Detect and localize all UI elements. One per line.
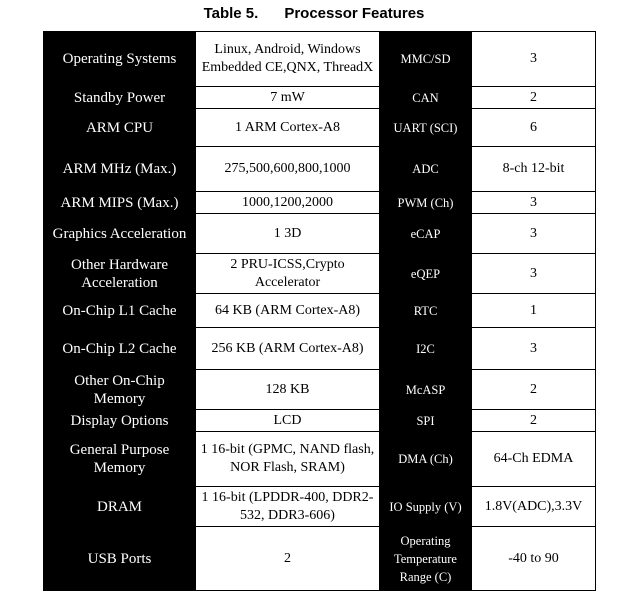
table-row [44,214,596,254]
peripheral-label: ADC [380,147,472,192]
peripheral-value: 6 [472,109,596,147]
table-number: Table 5. [203,5,259,22]
peripheral-label: eCAP [380,214,472,254]
feature-label: Display Options [44,410,196,432]
feature-value: 1 ARM Cortex-A8 [196,109,380,147]
feature-value: 1000,1200,2000 [196,192,380,214]
feature-label: DRAM [44,487,196,527]
feature-value: 256 KB (ARM Cortex-A8) [196,328,380,370]
table-row [44,254,596,294]
peripheral-value: 3 [472,192,596,214]
feature-label: USB Ports [44,527,196,591]
peripheral-value: 3 [472,32,596,87]
peripheral-label: McASP [380,370,472,410]
feature-label: ARM CPU [44,109,196,147]
table-row [44,487,596,527]
table-row [44,432,596,487]
feature-label: On-Chip L2 Cache [44,328,196,370]
feature-value: LCD [196,410,380,432]
peripheral-value: 2 [472,87,596,109]
peripheral-value: 1.8V(ADC),3.3V [472,487,596,527]
peripheral-label: RTC [380,294,472,328]
table-row [44,87,596,109]
table-row [44,294,596,328]
table-row [44,32,596,87]
peripheral-value: 3 [472,254,596,294]
table-row [44,328,596,370]
feature-label: Other On-Chip Memory [44,370,196,410]
feature-value: 128 KB [196,370,380,410]
feature-value: 1 3D [196,214,380,254]
peripheral-value: -40 to 90 [472,527,596,591]
peripheral-label: PWM (Ch) [380,192,472,214]
table-title: Processor Features [284,5,425,22]
feature-label: Standby Power [44,87,196,109]
peripheral-value: 3 [472,214,596,254]
feature-value: 64 KB (ARM Cortex-A8) [196,294,380,328]
peripheral-label: UART (SCI) [380,109,472,147]
peripheral-value: 8-ch 12-bit [472,147,596,192]
feature-value: Linux, Android, Windows Embedded CE,QNX, ThreadX [196,32,380,87]
peripheral-label: CAN [380,87,472,109]
feature-label: Other Hardware Acceleration [44,254,196,294]
table-row [44,527,596,591]
feature-label: Operating Systems [44,32,196,87]
table-row [44,410,596,432]
feature-value: 1 16-bit (LPDDR-400, DDR2-532, DDR3-606) [196,487,380,527]
feature-label: On-Chip L1 Cache [44,294,196,328]
table-row [44,109,596,147]
peripheral-value: 1 [472,294,596,328]
table-row [44,192,596,214]
peripheral-value: 3 [472,328,596,370]
feature-label: General Purpose Memory [44,432,196,487]
feature-label: ARM MHz (Max.) [44,147,196,192]
feature-value: 7 mW [196,87,380,109]
peripheral-label: MMC/SD [380,32,472,87]
peripheral-label: IO Supply (V) [380,487,472,527]
feature-label: ARM MIPS (Max.) [44,192,196,214]
table-row [44,370,596,410]
peripheral-label: I2C [380,328,472,370]
table-caption [0,5,628,22]
table-row [44,147,596,192]
feature-label: Graphics Acceleration [44,214,196,254]
peripheral-value: 2 [472,370,596,410]
feature-value: 2 PRU-ICSS,Crypto Accelerator [196,254,380,294]
peripheral-label: eQEP [380,254,472,294]
feature-value: 275,500,600,800,1000 [196,147,380,192]
peripheral-label: DMA (Ch) [380,432,472,487]
feature-value: 2 [196,527,380,591]
feature-value: 1 16-bit (GPMC, NAND flash, NOR Flash, SRAM) [196,432,380,487]
peripheral-value: 64-Ch EDMA [472,432,596,487]
processor-features-table [43,31,596,591]
peripheral-label: Operating Temperature Range (C) [380,527,472,591]
peripheral-label: SPI [380,410,472,432]
peripheral-value: 2 [472,410,596,432]
